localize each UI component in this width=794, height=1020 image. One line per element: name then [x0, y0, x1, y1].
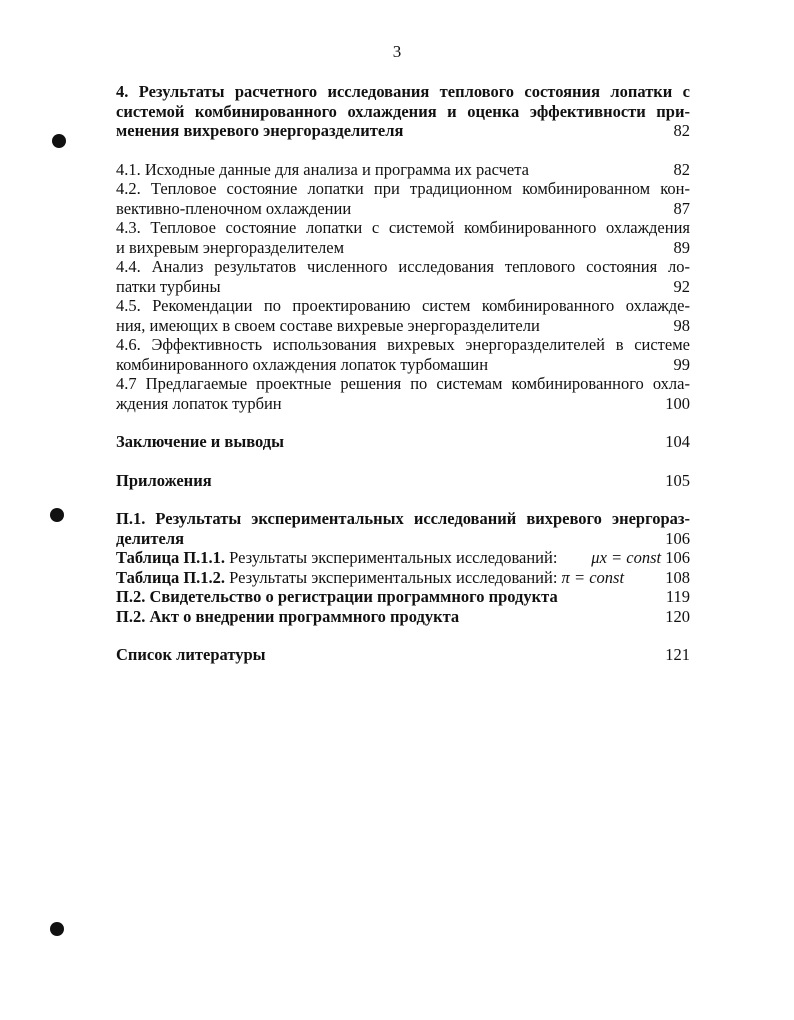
table-p1-1-math: μx = const — [591, 548, 662, 567]
section-4-1-page: 82 — [673, 159, 690, 179]
section-4-6-line1: 4.6. Эффективность использования вихревых энергоразделителей в системе — [116, 335, 690, 354]
toc-appendix-p1[interactable] — [116, 509, 690, 548]
section-4-6-page: 99 — [673, 354, 690, 374]
section-4-4-line2: патки турбины — [116, 276, 221, 296]
chapter-4-page: 82 — [673, 121, 690, 140]
table-p1-2-label: Таблица П.1.2. — [116, 567, 226, 587]
table-p1-2-text: Результаты экспериментальных исследований: — [229, 567, 558, 587]
table-p1-1-page: 106 — [665, 548, 690, 567]
appendices-page: 105 — [665, 470, 690, 490]
chapter-4-line1: 4. Результаты расчетного исследования теплового состояния лопатки с — [116, 82, 690, 101]
toc-chapter-4[interactable] — [116, 82, 690, 141]
section-4-7-line1: 4.7 Предлагаемые проектные решения по системам комбинированного охла- — [116, 374, 690, 393]
page-number: 3 — [392, 42, 402, 61]
toc-appendix-p2-act[interactable] — [116, 607, 690, 627]
section-4-5-line2: ния, имеющих в своем составе вихревые энергоразделители — [116, 315, 540, 335]
table-p1-2-page: 108 — [665, 567, 690, 587]
section-4-2-page: 87 — [673, 198, 690, 218]
references-page: 121 — [665, 645, 690, 664]
chapter-4-line3: менения вихревого энергоразделителя — [116, 121, 404, 140]
conclusion-page: 104 — [665, 432, 690, 451]
table-p1-1-label: Таблица П.1.1. — [116, 548, 226, 567]
toc-appendix-p2-certificate[interactable] — [116, 587, 690, 607]
toc-section-4-3[interactable] — [116, 218, 690, 257]
table-of-contents — [116, 82, 690, 665]
section-4-5-line1: 4.5. Рекомендации по проектированию систем комбинированного охлажде- — [116, 296, 690, 315]
section-4-1-line1: 4.1. Исходные данные для анализа и программа их расчета — [116, 159, 529, 179]
section-4-2-line1: 4.2. Тепловое состояние лопатки при традиционном комбинированном кон- — [116, 179, 690, 198]
toc-section-4-2[interactable] — [116, 179, 690, 218]
section-4-5-page: 98 — [673, 315, 690, 335]
section-4-7-line2: ждения лопаток турбин — [116, 393, 282, 413]
appendix-p2-act-page: 120 — [665, 606, 690, 626]
references-title: Список литературы — [116, 645, 266, 664]
section-4-2-line2: вективно-пленочном охлаждении — [116, 198, 352, 218]
toc-table-p1-1[interactable] — [116, 548, 690, 568]
toc-section-4-7[interactable] — [116, 374, 690, 413]
table-p1-1-text: Результаты экспериментальных исследований: — [229, 548, 558, 567]
appendix-p1-line1: П.1. Результаты экспериментальных исследований вихревого энергораз- — [116, 509, 690, 528]
section-4-3-line1: 4.3. Тепловое состояние лопатки с системой комбинированного охлаждения — [116, 218, 690, 237]
section-4-3-line2: и вихревым энергоразделителем — [116, 237, 345, 257]
appendix-p2-certificate-page: 119 — [665, 587, 690, 606]
binder-hole-1 — [52, 134, 66, 148]
section-4-3-page: 89 — [673, 237, 690, 257]
table-p1-2-math: π = const — [561, 567, 625, 587]
section-4-4-line1: 4.4. Анализ результатов численного исследования теплового состояния ло- — [116, 257, 690, 276]
toc-appendices[interactable] — [116, 471, 690, 491]
chapter-4-line2: системой комбинированного охлаждения и оценка эффективности при- — [116, 101, 690, 121]
section-4-4-page: 92 — [673, 276, 690, 296]
toc-references[interactable] — [116, 645, 690, 665]
appendices-title: Приложения — [116, 470, 212, 490]
appendix-p1-page: 106 — [665, 528, 690, 548]
binder-hole-2 — [50, 508, 64, 522]
toc-conclusion[interactable] — [116, 432, 690, 452]
binder-hole-3 — [50, 922, 64, 936]
toc-table-p1-2[interactable] — [116, 568, 690, 588]
toc-section-4-4[interactable] — [116, 257, 690, 296]
toc-section-4-5[interactable] — [116, 296, 690, 335]
section-4-6-line2: комбинированного охлаждения лопаток турбомашин — [116, 354, 489, 374]
toc-section-4-1[interactable] — [116, 160, 690, 180]
appendix-p1-line2: делителя — [116, 528, 185, 548]
conclusion-title: Заключение и выводы — [116, 432, 285, 451]
appendix-p2-act-title: П.2. Акт о внедрении программного продукта — [116, 606, 460, 626]
section-4-7-page: 100 — [665, 393, 690, 413]
toc-section-4-6[interactable] — [116, 335, 690, 374]
appendix-p2-certificate-title: П.2. Свидетельство о регистрации программного продукта — [116, 587, 558, 606]
